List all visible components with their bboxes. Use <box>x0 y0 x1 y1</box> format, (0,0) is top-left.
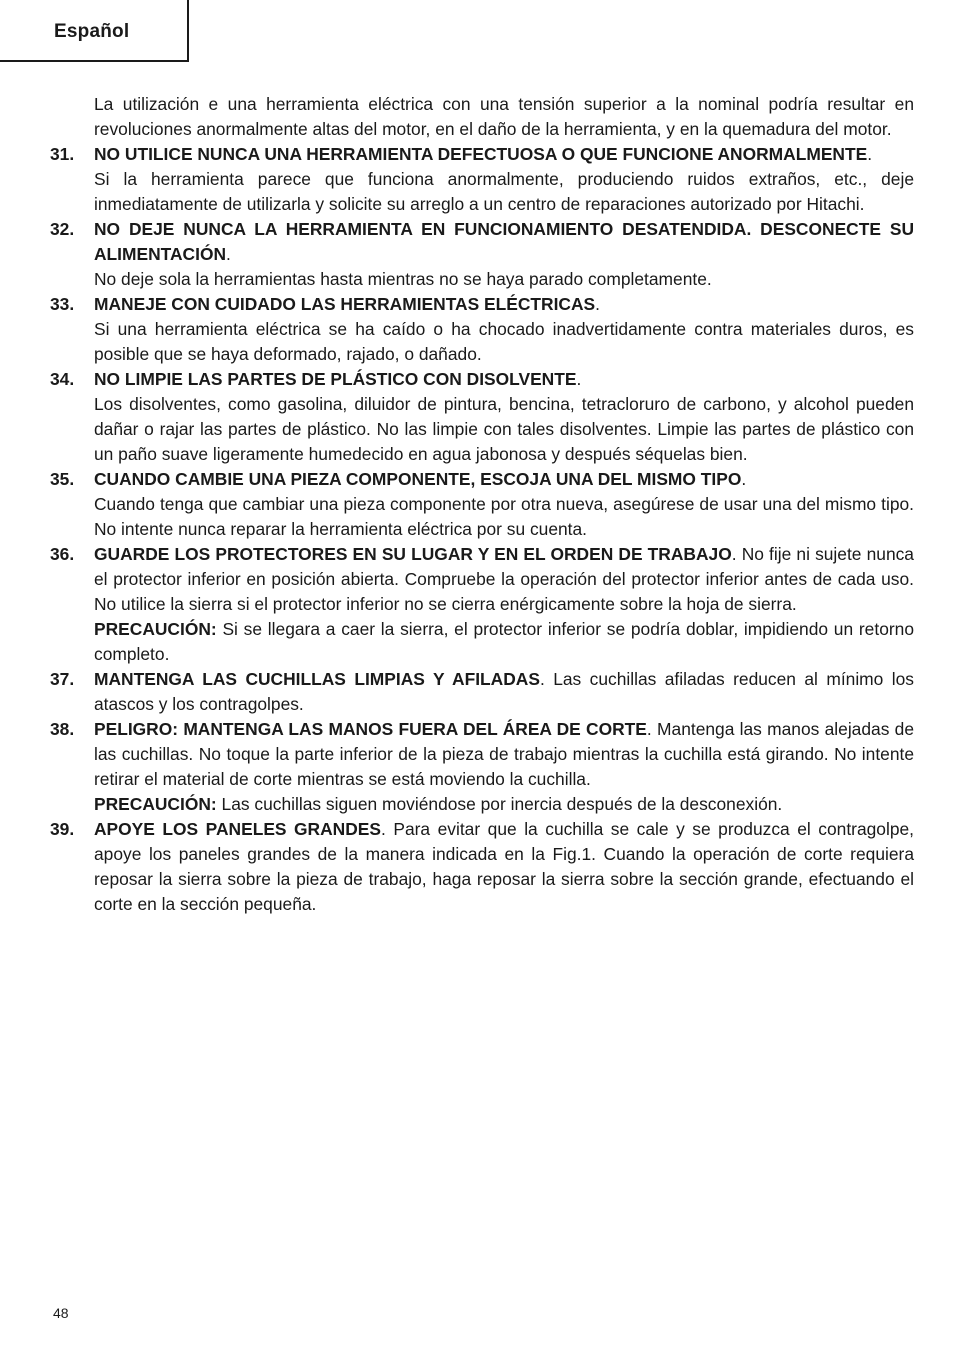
intro-paragraph: La utilización e una herramienta eléctrica con una tensión superior a la nominal podría resultar en revoluciones anormalmente altas del motor, en el daño de la herramienta, y en la quemadura del motor. <box>94 94 914 139</box>
list-item <box>50 467 914 542</box>
item-heading: NO LIMPIE LAS PARTES DE PLÁSTICO CON DISOLVENTE <box>94 369 577 389</box>
item-body: Si la herramienta parece que funciona anormalmente, produciendo ruidos extraños, etc., deje inmediatamente de utilizarla y solicite su arreglo a un centro de reparaciones autorizado por Hitachi. <box>94 169 914 214</box>
item-number: 39. <box>50 819 75 839</box>
item-heading: MANEJE CON CUIDADO LAS HERRAMIENTAS ELÉCTRICAS <box>94 294 596 314</box>
item-punct: . <box>741 469 747 489</box>
list-item <box>50 667 914 717</box>
caution-label: PRECAUCIÓN: <box>94 794 217 814</box>
item-heading-line <box>94 367 914 392</box>
item-number: 36. <box>50 544 75 564</box>
list-item <box>50 142 914 217</box>
item-number: 35. <box>50 469 75 489</box>
caution-text: Si se llegara a caer la sierra, el protector inferior se podría doblar, impidiendo un retorno completo. <box>94 619 914 664</box>
caution-label: PRECAUCIÓN: <box>94 619 217 639</box>
item-punct: . <box>595 294 600 314</box>
item-heading-line <box>94 467 914 492</box>
item-heading-line <box>94 292 914 317</box>
item-punct: . <box>226 244 231 264</box>
item-heading: GUARDE LOS PROTECTORES EN SU LUGAR Y EN EL ORDEN DE TRABAJO <box>94 544 732 564</box>
item-punct: . <box>381 819 386 839</box>
item-body: Cuando tenga que cambiar una pieza componente por otra nueva, asegúrese de usar una del mismo tipo. No intente nunca reparar la herramienta eléctrica por su cuenta. <box>94 494 914 539</box>
list-item <box>50 367 914 467</box>
item-heading-line <box>94 817 914 917</box>
item-text: Las cuchillas afiladas reducen al mínimo los atascos y los contragolpes. <box>94 669 914 714</box>
item-punct: . <box>731 544 737 564</box>
item-number: 31. <box>50 144 75 164</box>
item-text: Mantenga las manos alejadas de las cuchillas. No toque la parte inferior de la pieza de trabajo mientras la cuchilla está girando. No intente retirar el material de corte mientras se está moviendo la cuchilla. <box>94 719 915 789</box>
caution-line <box>94 792 914 817</box>
list-item <box>50 817 914 917</box>
item-text: Para evitar que la cuchilla se cale y se produzca el contragolpe, apoye los paneles grandes de la manera indicada en la Fig.1. Cuando la operación de corte requiera reposar la sierra sobre la pieza de trabajo, haga reposar la sierra sobre la sección grande, efectuando el corte en la sección pequeña. <box>94 819 914 914</box>
language-tab <box>0 0 189 62</box>
caution-text: Las cuchillas siguen moviéndose por inercia después de la desconexión. <box>216 794 783 814</box>
list-item <box>50 292 914 367</box>
list-item <box>50 217 914 292</box>
item-heading-line <box>94 542 914 617</box>
item-punct: . <box>576 369 582 389</box>
item-heading-line <box>94 667 914 717</box>
item-body: Si una herramienta eléctrica se ha caído o ha chocado inadvertidamente contra materiales duros, es posible que se haya deformado, rajado, o dañado. <box>94 319 914 364</box>
item-heading: MANTENGA LAS CUCHILLAS LIMPIAS Y AFILADAS <box>94 669 540 689</box>
item-punct: . <box>646 719 652 739</box>
item-number: 32. <box>50 219 75 239</box>
item-text: No fije ni sujete nunca el protector inferior en posición abierta. Compruebe la operación del protector inferior antes de cada uso. No utilice la sierra si el protector inferior no se cierra enérgicamente sobre la hoja de sierra. <box>94 544 914 614</box>
item-heading: CUANDO CAMBIE UNA PIEZA COMPONENTE, ESCOJA UNA DEL MISMO TIPO <box>94 469 742 489</box>
item-punct: . <box>867 144 873 164</box>
item-heading-line <box>94 717 914 792</box>
page-number: 48 <box>53 1305 69 1321</box>
item-heading: PELIGRO: MANTENGA LAS MANOS FUERA DEL ÁREA DE CORTE <box>94 719 647 739</box>
item-heading-line <box>94 217 914 267</box>
item-heading: NO UTILICE NUNCA UNA HERRAMIENTA DEFECTUOSA O QUE FUNCIONE ANORMALMENTE <box>94 144 868 164</box>
list-item <box>50 542 914 667</box>
page-content <box>50 92 914 917</box>
caution-line <box>94 617 914 667</box>
item-body: Los disolventes, como gasolina, diluidor de pintura, bencina, tetracloruro de carbono, y alcohol pueden dañar o rajar las partes de plástico. No las limpie con tales disolventes. Limpie las partes de plástico con un paño suave ligeramente humedecido en agua jabonosa y después séquelas bien. <box>94 394 914 464</box>
item-number: 34. <box>50 369 75 389</box>
list-item <box>50 717 914 817</box>
item-number: 37. <box>50 669 75 689</box>
language-label: Español <box>54 21 130 42</box>
item-number: 38. <box>50 719 75 739</box>
item-punct: . <box>539 669 545 689</box>
item-heading: APOYE LOS PANELES GRANDES <box>94 819 381 839</box>
item-body: No deje sola la herramientas hasta mientras no se haya parado completamente. <box>94 269 712 289</box>
item-heading-line <box>94 142 914 167</box>
item-heading: NO DEJE NUNCA LA HERRAMIENTA EN FUNCIONAMIENTO DESATENDIDA. DESCONECTE SU ALIMENTACIÓN <box>94 219 914 264</box>
item-number: 33. <box>50 294 75 314</box>
